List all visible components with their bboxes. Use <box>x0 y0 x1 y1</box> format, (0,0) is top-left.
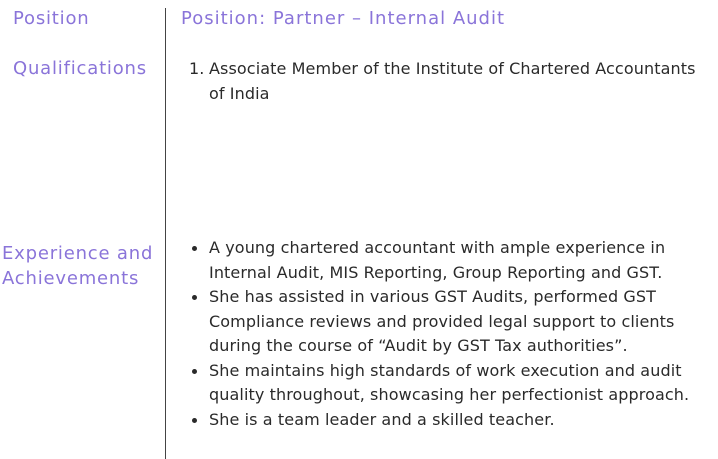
experience-text: She is a team leader and a skilled teacher. <box>209 409 555 429</box>
label-experience: Experience and Achievements <box>2 243 154 289</box>
list-item <box>189 359 709 408</box>
experience-text: She maintains high standards of work execution and audit quality throughout, showcasing her perfectionist approach. <box>209 360 690 404</box>
bullet-icon <box>192 369 197 374</box>
qualification-text: Associate Member of the Institute of Chartered Accountants of India <box>209 59 696 103</box>
label-qualifications: Qualifications <box>13 58 147 79</box>
label-position: Position <box>13 8 90 29</box>
experience-text: She has assisted in various GST Audits, performed GST Compliance reviews and provided legal support to clients during the course of “Audit by GST Tax authorities”. <box>209 287 675 355</box>
bullet-icon <box>192 418 197 423</box>
list-item <box>189 285 709 359</box>
bullet-icon <box>192 246 197 251</box>
bullet-icon <box>192 295 197 300</box>
list-number: 1. <box>189 59 205 78</box>
experience-list <box>189 236 709 432</box>
section-divider <box>165 8 166 459</box>
list-item <box>189 236 709 285</box>
qualifications-list <box>189 57 699 106</box>
position-heading: Position: Partner – Internal Audit <box>181 8 506 29</box>
list-item <box>189 408 709 433</box>
list-item <box>189 57 699 106</box>
experience-text: A young chartered accountant with ample experience in Internal Audit, MIS Reporting, Group Reporting and GST. <box>209 238 666 282</box>
